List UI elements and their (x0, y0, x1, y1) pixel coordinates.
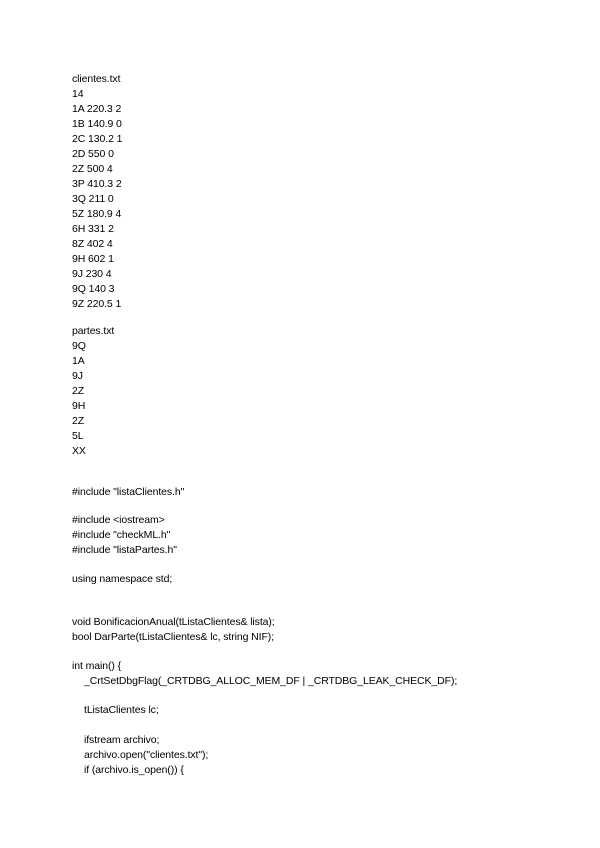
cliente-line: 1B 140.9 0 (72, 118, 122, 130)
parte-line: 9H (72, 400, 86, 412)
cliente-line: 5Z 180.9 4 (72, 208, 122, 220)
code-using-namespace: using namespace std; (72, 573, 173, 585)
cliente-line: 9Z 220.5 1 (72, 298, 122, 310)
cliente-line: 8Z 402 4 (72, 238, 113, 250)
code-include-lista-partes: #include "listaPartes.h" (72, 544, 177, 556)
code-include-lista-clientes: #include "listaClientes.h" (72, 486, 185, 498)
cliente-line: 2Z 500 4 (72, 163, 113, 175)
cliente-line: 9H 602 1 (72, 253, 114, 265)
cliente-line: 3Q 211 0 (72, 193, 114, 205)
parte-line: 9J (72, 370, 83, 382)
clientes-file-name: clientes.txt (72, 73, 121, 85)
code-ifstream-decl: ifstream archivo; (84, 734, 160, 746)
code-decl-dar-parte: bool DarParte(tListaClientes& lc, string NIF); (72, 631, 274, 643)
cliente-line: 9J 230 4 (72, 268, 112, 280)
cliente-line: 3P 410.3 2 (72, 178, 122, 190)
clientes-count: 14 (72, 88, 84, 100)
code-crt-set-dbg-flag: _CrtSetDbgFlag(_CRTDBG_ALLOC_MEM_DF | _CRTDBG_LEAK_CHECK_DF); (84, 675, 458, 687)
code-tlista-decl: tListaClientes lc; (84, 704, 159, 716)
parte-line: 9Q (72, 340, 86, 352)
parte-line: XX (72, 445, 86, 457)
parte-line: 2Z (72, 415, 85, 427)
code-decl-bonificacion: void BonificacionAnual(tListaClientes& lista); (72, 616, 275, 628)
cliente-line: 2D 550 0 (72, 148, 114, 160)
parte-line: 5L (72, 430, 84, 442)
parte-line: 1A (72, 355, 85, 367)
parte-line: 2Z (72, 385, 85, 397)
cliente-line: 1A 220.3 2 (72, 103, 122, 115)
cliente-line: 2C 130.2 1 (72, 133, 123, 145)
cliente-line: 6H 331 2 (72, 223, 114, 235)
code-main-open: int main() { (72, 660, 121, 672)
cliente-line: 9Q 140 3 (72, 283, 115, 295)
code-archivo-open: archivo.open("clientes.txt"); (84, 749, 209, 761)
code-if-is-open: if (archivo.is_open()) { (84, 764, 184, 776)
code-include-checkml: #include "checkML.h" (72, 529, 171, 541)
partes-file-name: partes.txt (72, 325, 115, 337)
code-include-iostream: #include <iostream> (72, 514, 165, 526)
